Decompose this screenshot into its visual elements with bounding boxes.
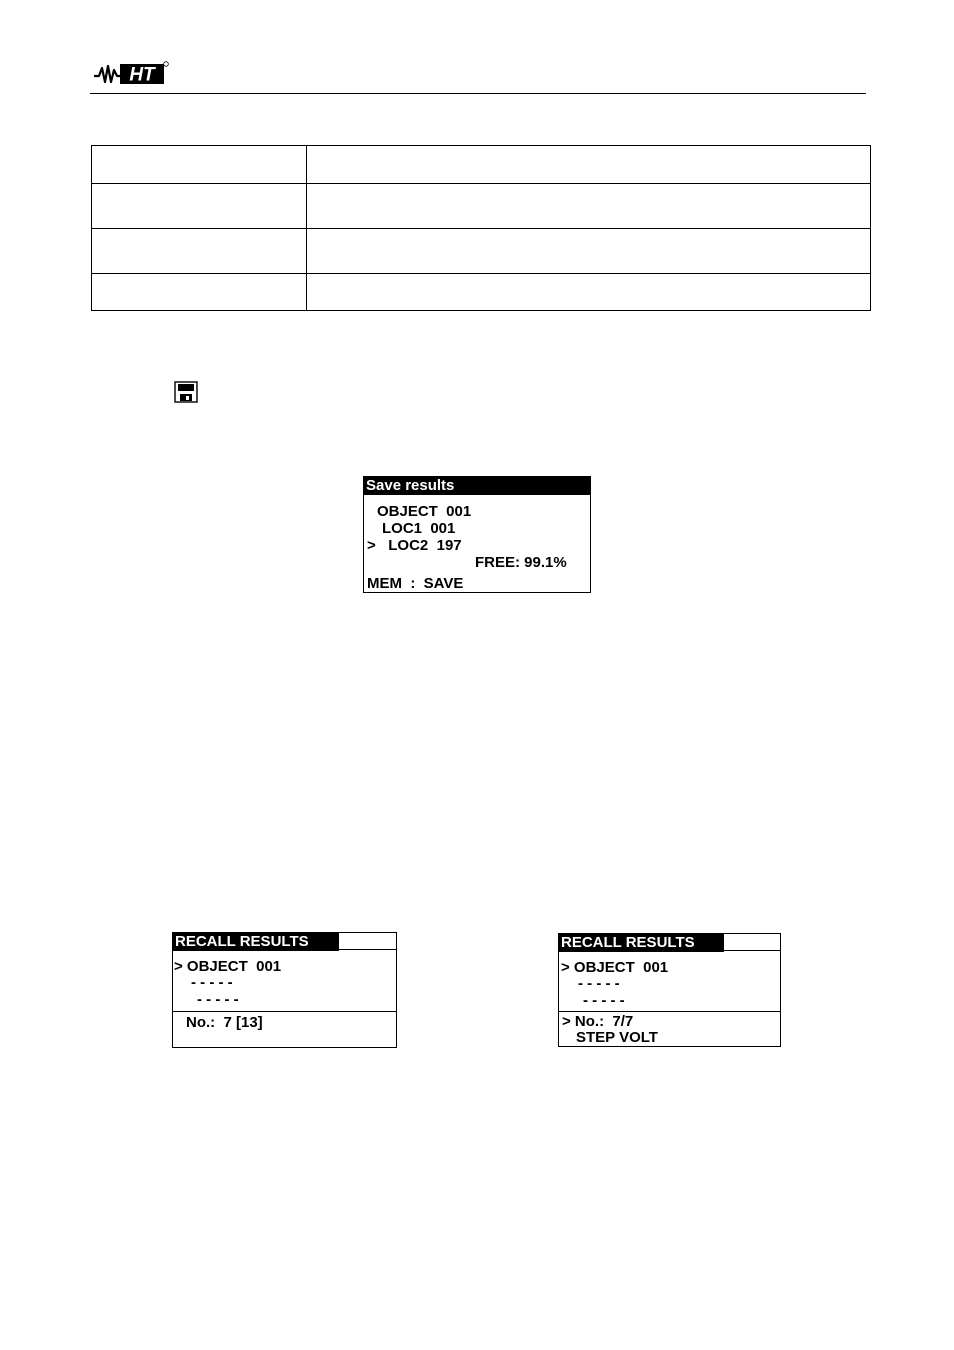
free-memory: FREE: 99.1% [475,554,567,571]
table-cell [92,146,307,184]
floppy-disk-icon [174,381,198,403]
ht-logo [93,60,169,87]
dashes-line: - - - - - [197,991,239,1008]
title-bar-box [337,933,396,950]
table-cell [307,184,871,229]
object-line: > OBJECT 001 [561,959,669,976]
record-number: No.: 7 [13] [186,1014,263,1031]
dashes-line: - - - - - [578,975,620,992]
table-cell [92,229,307,274]
empty-table [91,145,871,311]
recall-results-screen-1 [172,932,397,1048]
object-line: OBJECT 001 [377,503,472,520]
save-results-screen [363,476,591,593]
object-line: > OBJECT 001 [174,958,282,975]
table-cell [92,184,307,229]
screen-title: RECALL RESULTS [173,933,339,951]
table-row [92,274,871,311]
screen-title: Save results [364,477,590,495]
header-rule [90,93,866,94]
screen-title: RECALL RESULTS [559,934,724,952]
table-cell [92,274,307,311]
loc2-line: > LOC2 197 [367,537,462,554]
table-row [92,146,871,184]
table-cell [307,229,871,274]
test-type: STEP VOLT [576,1029,658,1046]
dashes-line: - - - - - [583,992,625,1009]
title-bar-box [722,934,780,951]
separator [173,1011,396,1012]
record-number: > No.: 7/7 [562,1013,634,1030]
table-row [92,184,871,229]
table-row [92,229,871,274]
mem-save-footer: MEM : SAVE [367,575,464,592]
dashes-line: - - - - - [191,974,233,991]
loc1-line: LOC1 001 [382,520,456,537]
recall-results-screen-2 [558,933,781,1047]
table-cell [307,146,871,184]
table-cell [307,274,871,311]
logo-text: HT [129,64,155,86]
separator [559,1011,780,1012]
